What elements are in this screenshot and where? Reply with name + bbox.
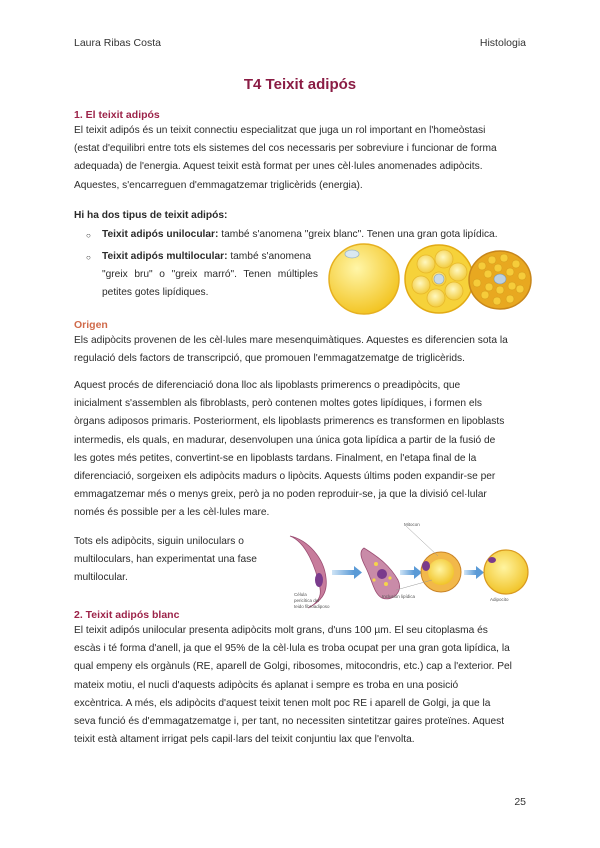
figure-label-mitochondria: Mitocon [404, 522, 420, 527]
text-line: escàs i té forma d'anell, ja que el 95% de la cèl·lula es troba ocupat per una gran gota lipídica, la [74, 643, 510, 655]
figure-label-stem-cell: Célula [294, 592, 307, 597]
text-line: òrgans adiposos primaris. Posteriorment, els lipoblasts primerencs es transformen en lipoblasts [74, 416, 505, 428]
text-line: multiloculars, han experimentat una fase [74, 554, 257, 566]
arrow-icon [400, 570, 414, 575]
text-line: teixit està altament irrigat pels capil·lars del teixit conjuntiu lax que l'envolta. [74, 734, 415, 746]
figure-label-stem-cell: teido fibroadiposo [294, 604, 330, 609]
text-line: multilocular. [74, 572, 128, 584]
text-line: inicialment s'assemblen als fibroblasts, però contenen moltes gotes lipídiques, i formen els [74, 398, 482, 410]
text-line: Aquest procés de diferenciació dona lloc als lipoblasts primerencs o preadipòcits, que [74, 380, 461, 391]
text-line: Tots els adipòcits, siguin uniloculars o [74, 536, 244, 547]
types-heading: Hi ha dos tipus de teixit adipós: [74, 210, 228, 221]
text-line: Els adipòcits provenen de les cèl·lules mare mesenquimàtiques. Aquestes es diferencien sota la [74, 335, 508, 346]
figure-label-lipid-inclusion: Inclusión lipídica [382, 594, 416, 599]
text-line: diferenciació, sorgeixen els adipòcits madurs o lipòcits. Aquests últims poden expandir-se per [74, 471, 496, 483]
arrow-icon [332, 570, 354, 575]
section2-heading: 2. Teixit adipós blanc [74, 609, 180, 621]
arrow-icon [476, 566, 484, 579]
page-title: T4 Teixit adipós [243, 76, 357, 93]
text-line: les gotes més petites, convertint-se en lipoblasts tardans. Finalment, en l'etapa final de la [74, 452, 477, 464]
section1-heading: 1. El teixit adipós [74, 109, 160, 121]
text-line: Aquestes, s'encarreguen d'emmagatzemar triglicèrids (energia). [74, 179, 363, 191]
text-line: El teixit adipós és un teixit connectiu especialitzat que juga un rol important en l'homeòstasi [74, 125, 486, 136]
bullet-unilocular-label: Teixit adipós unilocular: [102, 229, 219, 240]
origin-paragraph-3 [74, 533, 280, 588]
mature-adipocyte [484, 550, 528, 594]
header-author: Laura Ribas Costa [74, 37, 161, 49]
text-line: excèntrica. A més, els adipòcits d'aquest teixit tenen molt poc RE i aparell de Golgi, ja que la [74, 697, 491, 709]
bullet-multilocular-text-1: també s'anomena [227, 251, 311, 262]
text-line: adequada) de l'energia. Aquest teixit està format per unes cèl·lules anomenades adipòcits. [74, 161, 483, 173]
bullet-multilocular-label: Teixit adipós multilocular: [102, 251, 228, 262]
section1-paragraph [74, 122, 526, 195]
figure-label-stem-cell: pericítica del [294, 598, 320, 603]
origin-paragraph-1 [74, 332, 526, 368]
bullet-multilocular-text-3: petites gotes lipídiques. [102, 287, 209, 299]
text-line: El teixit adipós unilocular presenta adipòcits molt grans, d'uns 100 µm. El seu citoplasma és [74, 625, 488, 636]
section2-paragraph [74, 622, 526, 749]
arrow-icon [464, 570, 476, 575]
bullet-circle-icon: ○ [86, 231, 91, 240]
bullet-multilocular-text-2: "greix bru" o "greix marró". Tenen múltiples [102, 269, 318, 281]
stem-cell-nucleus [315, 573, 323, 587]
adipocyte-types-illustration [322, 240, 532, 318]
text-line: mateix motiu, el nucli d'aquests adipòcits és aplanat i sempre es troba en una posició [74, 679, 459, 691]
origin-paragraph-2 [74, 377, 526, 523]
bullet-unilocular-text: també s'anomena "greix blanc". Tenen una gran gota lipídica. [218, 229, 498, 240]
text-line: qual empeny els orgànuls (RE, aparell de Golgi, ribosomes, mitocondris, etc.) cap a l'exterior. Pel [74, 661, 512, 673]
text-line: seva funció és d'emmagatzematge i, per tant, no necessiten sintetitzar gaires proteïnes. Aquest [74, 716, 505, 728]
unilocular-cell [329, 244, 399, 314]
text-line: intermedis, els quals, en madurar, desenvolupen una única gota lipídica a partir de la fusió de [74, 434, 496, 446]
text-line: emmagatzemar més o menys greix, però ja no poden reproduir-se, ja que la divisió cel·lular [74, 489, 487, 501]
text-line: (estat d'equilibri entre tots els sistemes del cos necessaris per sobreviure i funcionar de forma [74, 143, 497, 155]
page-number: 25 [514, 796, 526, 808]
bullet-multilocular [102, 248, 318, 303]
bullet-circle-icon: ○ [86, 253, 91, 262]
header-subject: Histologia [479, 37, 526, 49]
differentiation-figure [286, 518, 530, 618]
figure-label-adipocyte: Adipocito [490, 597, 509, 602]
arrow-icon [354, 566, 362, 579]
text-line: regulació dels factors de transcripció, que promouen l'emmagatzematge de triglicèrids. [74, 353, 465, 365]
unilocular-nucleus [345, 250, 359, 258]
text-line: només és possible per a les cèl·lules mare. [74, 507, 270, 519]
origin-heading: Origen [74, 319, 108, 331]
